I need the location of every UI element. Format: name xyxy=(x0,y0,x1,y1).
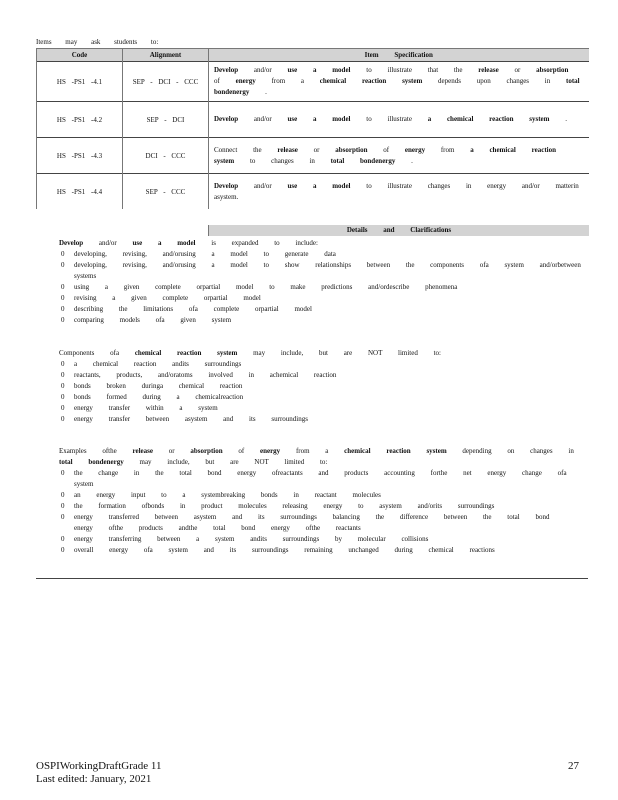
code-cell: HS -PS1 -4.1 xyxy=(37,62,123,102)
circle-bullet-icon: 0 xyxy=(61,360,65,368)
list-item-text: developing, revising, and/orusing a model to generate data xyxy=(74,250,336,258)
spec-header: Item Specification xyxy=(209,49,589,62)
table-row xyxy=(37,138,589,174)
list-item-text: overall energy ofa system and its surroundings remaining unchanged during chemical reactions xyxy=(74,546,495,554)
list-item xyxy=(44,512,584,534)
list-item xyxy=(44,501,584,512)
spec-cell: Develop and/or use a model to illustrate a chemical reaction system . xyxy=(209,102,589,138)
list-item-text: bonds broken duringa chemical reaction xyxy=(74,382,243,390)
list-item xyxy=(44,370,584,381)
list-item xyxy=(44,545,584,556)
table-row xyxy=(37,62,589,102)
list-item-text: bonds formed during a chemicalreaction xyxy=(74,393,244,401)
list-item-text: comparing models ofa given system xyxy=(74,316,232,324)
lead-text: Examples ofthe release or absorption of energy from a chemical reaction system depending on changes in total bondenergy may include, but are NOT limited to: xyxy=(59,447,574,466)
list-item xyxy=(44,359,584,370)
alignment-header: Alignment xyxy=(123,49,209,62)
sub-list xyxy=(44,359,584,425)
circle-bullet-icon: 0 xyxy=(61,393,65,401)
list-item xyxy=(44,414,584,425)
lead-text: Components ofa chemical reaction system may include, but are NOT limited to: xyxy=(59,349,441,357)
list-item-text: the change in the total bond energy ofreactants and products accounting forthe net energy change ofa system xyxy=(74,469,567,488)
list-item-text: energy transferred between asystem and its surroundings balancing the difference between the total bond energy ofthe products andthe total bond energy ofthe reactants xyxy=(74,513,550,532)
alignment-cell: SEP - DCI xyxy=(123,102,209,138)
sub-list xyxy=(44,249,584,326)
list-item-text: revising a given complete orpartial model xyxy=(74,294,261,302)
item-spec-table xyxy=(36,48,589,209)
list-item xyxy=(44,282,584,293)
list-item xyxy=(44,392,584,403)
list-item-text: an energy input to a systembreaking bonds in reactant molecules xyxy=(74,491,381,499)
list-item xyxy=(44,468,584,490)
list-item xyxy=(44,293,584,304)
list-item xyxy=(44,260,584,282)
list-item-text: energy transferring between a system andits surroundings by molecular collisions xyxy=(74,535,429,543)
circle-bullet-icon: 0 xyxy=(61,502,65,510)
list-item xyxy=(44,446,584,468)
list-item xyxy=(44,315,584,326)
circle-bullet-icon: 0 xyxy=(61,305,65,313)
circle-bullet-icon: 0 xyxy=(61,382,65,390)
footer-left xyxy=(36,760,162,786)
spec-cell: Develop and/or use a model to illustrate that the release or absorption of energy from a chemical reaction system depends upon changes in total bondenergy . xyxy=(209,62,589,102)
list-item-text: using a given complete orpartial model to make predictions and/ordescribe phenomena xyxy=(74,283,458,291)
list-item xyxy=(44,249,584,260)
details-block-develop xyxy=(44,238,584,326)
circle-bullet-icon: 0 xyxy=(61,283,65,291)
circle-bullet-icon: 0 xyxy=(61,250,65,258)
list-item-text: a chemical reaction andits surroundings xyxy=(74,360,242,368)
list-item xyxy=(44,490,584,501)
intro-text: Items may ask students to: xyxy=(36,38,159,46)
list-item xyxy=(44,403,584,414)
sub-list xyxy=(44,468,584,556)
alignment-cell: SEP - DCI - CCC xyxy=(123,62,209,102)
circle-bullet-icon: 0 xyxy=(61,546,65,554)
list-item-text: developing, revising, and/orusing a model to show relationships between the components ofa system and/orbetween systems xyxy=(74,261,581,280)
code-cell: HS -PS1 -4.3 xyxy=(37,138,123,174)
code-header: Code xyxy=(37,49,123,62)
spec-cell: Connect the release or absorption of energy from a chemical reaction system to changes in total bondenergy . xyxy=(209,138,589,174)
list-item-text: energy transfer within a system xyxy=(74,404,218,412)
list-item xyxy=(44,304,584,315)
footer-edited-date: Last edited: January, 2021 xyxy=(36,773,152,785)
details-block-examples xyxy=(44,446,584,556)
circle-bullet-icon: 0 xyxy=(61,404,65,412)
list-item-text: reactants, products, and/oratoms involved in achemical reaction xyxy=(74,371,337,379)
lead-text: Develop and/or use a model is expanded to include: xyxy=(59,239,318,247)
footer-draft-label: OSPIWorkingDraftGrade 11 xyxy=(36,760,162,772)
list-item-text: energy transfer between asystem and its surroundings xyxy=(74,415,308,423)
circle-bullet-icon: 0 xyxy=(61,491,65,499)
list-item xyxy=(44,238,584,249)
list-item-text: describing the limitations ofa complete orpartial model xyxy=(74,305,312,313)
circle-bullet-icon: 0 xyxy=(61,513,65,521)
table-row xyxy=(37,102,589,138)
alignment-cell: DCI - CCC xyxy=(123,138,209,174)
circle-bullet-icon: 0 xyxy=(61,316,65,324)
list-item-text: the formation ofbonds in product molecules releasing energy to asystem and/orits surroundings xyxy=(74,502,495,510)
circle-bullet-icon: 0 xyxy=(61,294,65,302)
page-number: 27 xyxy=(568,760,579,772)
circle-bullet-icon: 0 xyxy=(61,261,65,269)
code-cell: HS -PS1 -4.2 xyxy=(37,102,123,138)
circle-bullet-icon: 0 xyxy=(61,415,65,423)
code-cell: HS -PS1 -4.4 xyxy=(37,174,123,210)
list-item xyxy=(44,534,584,545)
spec-cell: Develop and/or use a model to illustrate changes in energy and/or matterin asystem. xyxy=(209,174,589,210)
details-header: Details and Clarifications xyxy=(208,225,589,236)
list-item xyxy=(44,348,584,359)
table-row xyxy=(37,174,589,210)
alignment-cell: SEP - CCC xyxy=(123,174,209,210)
bottom-rule xyxy=(36,578,588,579)
list-item xyxy=(44,381,584,392)
table-header-row xyxy=(37,49,589,62)
circle-bullet-icon: 0 xyxy=(61,371,65,379)
details-block-components xyxy=(44,348,584,425)
circle-bullet-icon: 0 xyxy=(61,535,65,543)
circle-bullet-icon: 0 xyxy=(61,469,65,477)
